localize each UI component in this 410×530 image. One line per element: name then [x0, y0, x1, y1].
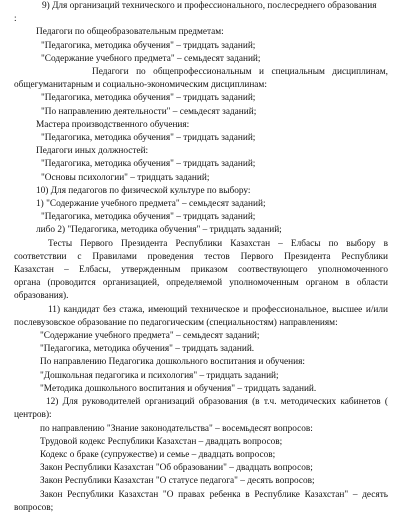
section-9-heading-colon: : [14, 14, 17, 25]
text-line: образования). [14, 291, 69, 302]
text-line: По направлению Педагогика дошкольного воспитания и обучения: [40, 357, 305, 368]
text-line: Закон Республики Казахстан "О правах ребенка в Республике Казахстан" – десять [40, 489, 388, 500]
text-line: "Педагогика, методика обучения" – тридцать заданий; [41, 159, 256, 170]
section-11-heading: 11) кандидат без стажа, имеющий техническое и профессиональное, высшее и/или [48, 304, 388, 315]
text-line: "Педагогика, методика обучения" – тридцать заданий; [41, 40, 256, 51]
text-line: послевузовское образование по педагогическим (специальностям) направлениям: [14, 317, 338, 328]
text-line: "Педагогика, методика обучения" – тридцать заданий. [40, 344, 255, 355]
text-line: 1) "Содержание учебного предмета" – семьдесят заданий; [36, 199, 266, 210]
section-9-heading: 9) Для организаций технического и профессионального, послесреднего образования [42, 1, 377, 11]
text-line: Кодекс о браке (супружестве) и семье – двадцать вопросов; [40, 449, 276, 460]
text-line: Казахстан – Елбасы, утвержденным приказом соотвествующего уполномоченного [14, 265, 388, 276]
text-line: Педагоги иных должностей: [36, 146, 149, 157]
text-line: Педагоги по общепрофессиональным и специальным дисциплинам, [92, 67, 388, 78]
text-line: вопросов; [14, 502, 54, 513]
text-line: "Основы психологии" – тридцать заданий; [41, 172, 210, 183]
text-line: по направлению "Знание законодательства" – восемьдесят вопросов: [40, 423, 313, 434]
text-line: "Дошкольная педагогика и психология" – тридцать заданий; [40, 370, 279, 381]
section-12-heading: 12) Для руководителей организаций образования (в т.ч. методических кабинетов ( [46, 397, 388, 408]
text-line: соответствии с Правилами проведения тестов Первого Президента Республики [14, 251, 388, 262]
text-line: Трудовой кодекс Республики Казахстан – двадцать вопросов; [40, 436, 283, 447]
text-line: центров): [14, 410, 52, 421]
text-line: "Педагогика, методика обучения" – тридцать заданий; [41, 133, 256, 144]
text-line: Мастера производственного обучения: [36, 119, 190, 130]
text-line: "Содержание учебного предмета" – семьдесят заданий; [40, 331, 260, 342]
text-line: Закон Республики Казахстан "О статусе педагога" – десять вопросов; [40, 476, 315, 487]
text-line: Тесты Первого Президента Республики Казахстан – Елбасы по выбору в [48, 238, 388, 249]
text-line: "Педагогика, методика обучения" – тридцать заданий; [41, 93, 256, 104]
text-line: Педагоги по общеобразовательным предметам: [36, 27, 224, 38]
text-line: "Педагогика, методика обучения" – тридцать заданий; [41, 212, 256, 223]
text-line: "По направлению деятельности" – семьдесят заданий; [41, 106, 257, 117]
text-line: органа (проводится организацией, определяемой уполномоченным органом в области [14, 278, 388, 289]
text-line: либо 2) "Педагогика, методика обучения" – тридцать заданий; [36, 225, 282, 236]
section-10-heading: 10) Для педагогов по физической культуре по выбору: [36, 185, 251, 196]
text-line: Закон Республики Казахстан "Об образовании" – двадцать вопросов; [40, 463, 313, 474]
text-line: "Содержание учебного предмета" – семьдесят заданий; [41, 53, 261, 64]
text-line: общегуманитарным и социально-экономическим дисциплинам: [14, 80, 267, 91]
text-line: "Методика дошкольного воспитания и обучения" – тридцать заданий. [40, 383, 317, 394]
